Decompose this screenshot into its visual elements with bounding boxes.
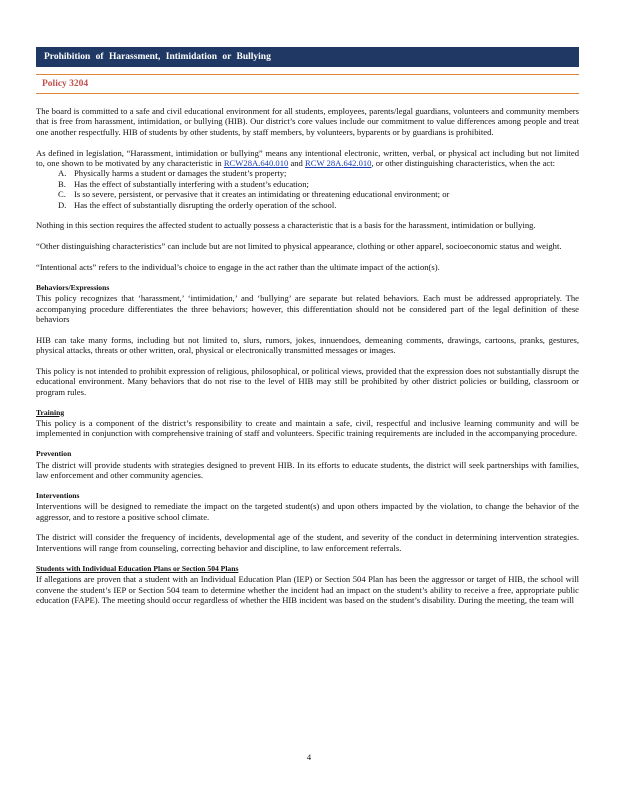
- behaviors-paragraph-1: This policy recognizes that ‘harassment,’ ‘intimidation,’ and ‘bullying’ are separate but related behaviors. Each must be addressed appropriately. The accompanying procedure differentiates the three behaviors; however, this differentiation should not be considered part of the legal definition of these behaviors: [36, 293, 579, 325]
- behaviors-heading: Behaviors/Expressions: [36, 282, 110, 292]
- policy-number: Policy 3204: [36, 74, 579, 94]
- list-item: D. Has the effect of substantially disrupting the orderly operation of the school.: [58, 199, 337, 210]
- definition-list: [36, 168, 579, 210]
- intentional-acts-paragraph: “Intentional acts” refers to the individual’s choice to engage in the act rather than the ultimate impact of the action(s).: [36, 262, 440, 273]
- policy-title-bar: Prohibition of Harassment, Intimidation or Bullying: [36, 47, 579, 67]
- rcw-link-2[interactable]: RCW 28A.642.010: [305, 158, 372, 169]
- behaviors-paragraph-3: This policy is not intended to prohibit expression of religious, philosophical, or political views, provided that the expression does not substantially disrupt the educational environment. Many behaviors that do not rise to the level of HIB may still be prohibited by other district policies or building, classroom or program rules.: [36, 366, 579, 397]
- page-number: 4: [306, 752, 312, 762]
- definition-text: As defined in legislation, “Harassment, intimidation or bullying” means any intentional electronic, written, verbal, or physical act including but not limited to, one shown to be motivated by any characteristic in: [36, 147, 579, 169]
- definition-paragraph: [36, 148, 579, 169]
- definition-tail: , or other distinguishing characteristics, when the act:: [371, 158, 555, 169]
- policy-body: [36, 106, 579, 605]
- behaviors-paragraph-2: HIB can take many forms, including but not limited to, slurs, rumors, jokes, innuendoes, demeaning comments, drawings, cartoons, pranks, gestures, physical attacks, threats or other written, oral, physical or electronically transmitted messages or images.: [36, 334, 579, 356]
- prevention-heading: Prevention: [36, 449, 72, 459]
- definition-and: and: [290, 158, 303, 169]
- iep-paragraph: If allegations are proven that a student with an Individual Education Plan (IEP) or Section 504 Plan has been the aggressor or target of HIB, the school will convene the student’s IEP or Section 504 team to determine whether the incident had an impact on the student’s ability to receive a free, appropriate public education (FAPE). The meeting should occur regardless of whether the HIB incident was based on the student’s disability. During the meeting, the team will: [36, 574, 579, 605]
- nothing-paragraph: Nothing in this section requires the affected student to actually possess a characteristic that is a basis for the harassment, intimidation or bullying.: [36, 220, 536, 231]
- interventions-paragraph-1: Interventions will be designed to remediate the impact on the targeted student(s) and upon others impacted by the violation, to change the behavior of the aggressor, and to restore a positive school climate.: [36, 501, 579, 522]
- list-item: A. Physically harms a student or damages the student’s property;: [58, 168, 287, 179]
- training-paragraph: This policy is a component of the district’s responsibility to create and maintain a safe, civil, respectful and inclusive learning community and will be implemented in conjunction with comprehensive training of staff and volunteers. Specific training requirements are included in the accompanying procedure.: [36, 418, 579, 439]
- list-item: C. Is so severe, persistent, or pervasive that it creates an intimidating or threatening educational environment; or: [58, 189, 450, 200]
- iep-heading: Students with Individual Education Plans or Section 504 Plans: [36, 563, 239, 573]
- interventions-paragraph-2: The district will consider the frequency of incidents, developmental age of the student, and severity of the conduct in determining intervention strategies. Interventions will range from counseling, correcting behavior and discipline, to law enforcement referrals.: [36, 532, 579, 553]
- prevention-paragraph: The district will provide students with strategies designed to prevent HIB. In its efforts to educate students, the district will seek partnerships with families, law enforcement and other community agencies.: [36, 459, 579, 481]
- training-heading: Training: [36, 407, 65, 417]
- intro-paragraph: The board is committed to a safe and civil educational environment for all students, employees, parents/legal guardians, volunteers and community members that is free from harassment, intimidation, or bullying (HIB). Our district’s core values include our commitment to value differences among people and treat one another respectfully. HIB of students by other students, by staff members, by volunteers, byparents or by guardians is prohibited.: [36, 106, 579, 137]
- other-characteristics-paragraph: “Other distinguishing characteristics” can include but are not limited to physical appearance, clothing or other apparel, socioeconomic status and weight.: [36, 241, 562, 252]
- rcw-link-1[interactable]: RCW28A.640.010: [223, 158, 289, 169]
- interventions-heading: Interventions: [36, 490, 80, 500]
- list-item: B. Has the effect of substantially interfering with a student’s education;: [58, 178, 309, 189]
